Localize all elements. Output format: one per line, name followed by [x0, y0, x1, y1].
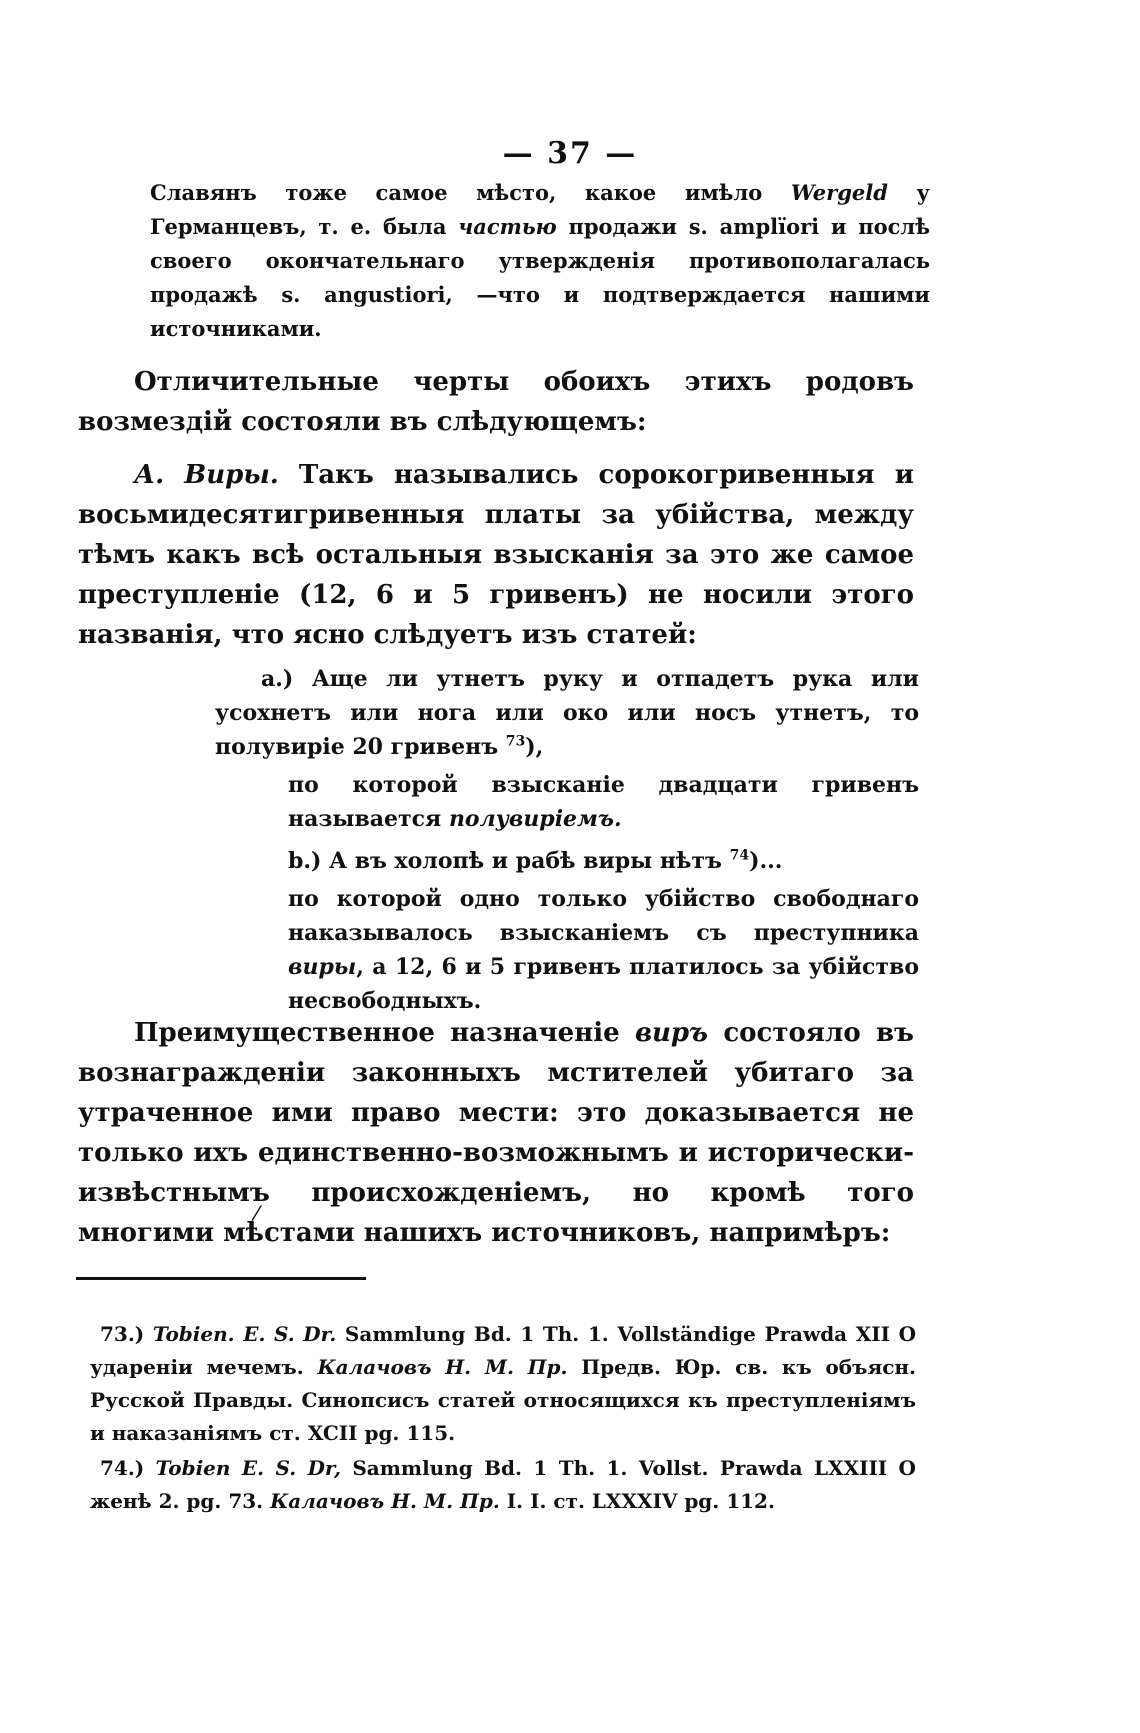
footnote-74-text-a: Sammlung Bd. 1 Th. 1. Vollst. Prawda LXXIII O женѣ 2. pg. 73. [90, 1456, 916, 1513]
quote-a [215, 662, 919, 764]
paragraph-viry [78, 455, 914, 655]
footnote-73-author: Tobien. E. S. Dr. [152, 1322, 337, 1346]
quote-a-marker: a.) [261, 666, 294, 692]
footnote-divider [76, 1277, 366, 1280]
quote-a-text: Аще ли утнетъ руку и отпадетъ рука или усохнетъ или нога или око или носъ утнетъ, то полувиріе 20 гривенъ [215, 666, 919, 760]
paragraph-purpose-term: виръ [634, 1018, 709, 1048]
footnote-74-author2: Калачовъ Н. М. Пр. [270, 1489, 500, 1513]
quote-b-text: А въ холопѣ и рабѣ виры нѣтъ [321, 848, 730, 874]
footnote-74-number: 74.) [100, 1456, 145, 1480]
intro-text-c: у Германцевъ, т. е. была [150, 180, 930, 239]
comment-b-term: виры [288, 954, 357, 980]
footnote-73-number: 73.) [100, 1322, 145, 1346]
paragraph-purpose-text-a: Преимущественное назначеніе [134, 1018, 635, 1048]
quote-a-tail: ), [525, 734, 544, 760]
page-number: — 37 — [502, 136, 638, 171]
intro-text-a: Славянъ тоже самое мѣсто, какое имѣло [150, 180, 791, 205]
quote-b-marker: b.) [288, 848, 322, 874]
comment-a-term: полувиріемъ. [448, 806, 622, 832]
intro-text-e: продажи s. amplïori и послѣ своего окончательнаго утвержденія противополагалась продажѣ s. angustiori, —что и подтверждается нашими источниками. [150, 214, 930, 341]
quote-b-tail: )... [749, 848, 783, 874]
intro-paragraph [150, 176, 930, 346]
footnote-ref-73: 73 [505, 733, 526, 750]
comment-b-tail: , а 12, 6 и 5 гривенъ платилось за убійство несвободныхъ. [288, 954, 919, 1014]
footnote-74-author: Tobien E. S. Dr, [155, 1456, 341, 1480]
footnote-73-text-a: Sammlung Bd. 1 Th. 1. Vollständige Prawda XII O удареніи мечемъ. [90, 1322, 916, 1379]
paragraph-purpose [78, 1013, 914, 1253]
comment-a [288, 768, 919, 836]
intro-term-wergeld: Wergeld [790, 180, 888, 205]
footnote-73-text-b: Предв. Юр. св. къ объясн. Русской Правды. Синопсисъ статей относящихся къ преступленіямъ и наказаніямъ ст. XCII pg. 115. [90, 1355, 917, 1445]
paragraph-features-text: Отличительные черты обоихъ этихъ родовъ возмездій состояли въ слѣдующемъ: [78, 367, 914, 437]
footnote-73 [90, 1318, 916, 1450]
section-label-viry: А. Виры. [134, 460, 279, 490]
comment-a-text: по которой взысканіе двадцати гривенъ называется [288, 772, 919, 832]
paragraph-features [78, 362, 914, 442]
intro-term-part: частью [458, 214, 557, 239]
comment-b [288, 882, 919, 1018]
footnote-74-text-b: I. I. ст. LXXXIV pg. 112. [499, 1489, 775, 1513]
paragraph-purpose-text-c: состояло въ вознагражденіи законныхъ мстителей убитаго за утраченное ими право мести: это доказывается не только ихъ единственно-возможнымъ и исторически-извѣстнымъ происхожденіемъ, но кромѣ того многими мѣстами нашихъ источниковъ, напримѣръ: [78, 1018, 914, 1248]
footnote-74 [90, 1452, 916, 1518]
quote-b [288, 844, 919, 878]
footnote-73-author2: Калачовъ Н. М. Пр. [317, 1355, 568, 1379]
comment-b-text: по которой одно только убійство свободнаго наказывалось взысканіемъ съ преступника [288, 886, 919, 946]
footnote-ref-74: 74 [729, 847, 750, 864]
paragraph-viry-text: Такъ назывались сорокогривенныя и восьмидесятигривенныя платы за убійства, между тѣмъ какъ всѣ остальныя взысканія за это же самое преступленіе (12, 6 и 5 гривенъ) не носили этого названія, что ясно слѣдуетъ изъ статей: [78, 460, 914, 650]
stray-mark: ⁄ [255, 1201, 259, 1225]
